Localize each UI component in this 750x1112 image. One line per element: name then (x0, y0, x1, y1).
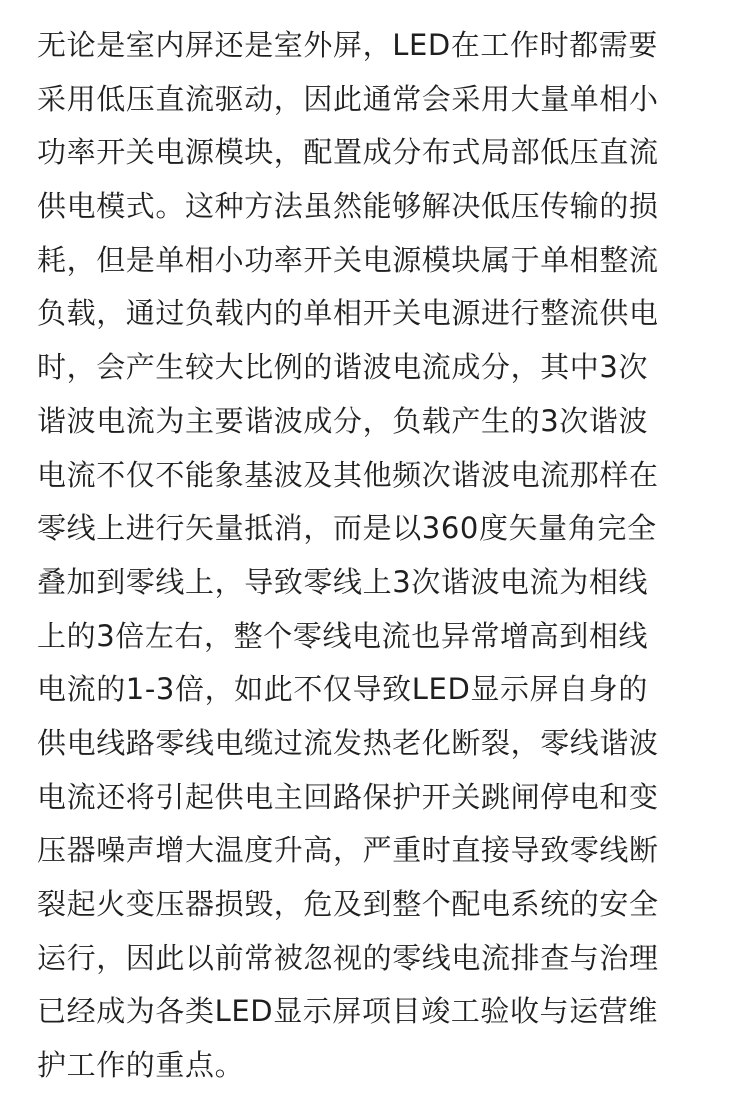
text-line: 裂起火变压器损毁，危及到整个配电系统的安全 (37, 887, 659, 921)
text-line: 供电模式。这种方法虽然能够解决低压传输的损 (37, 189, 659, 224)
text-line: 护工作的重点。 (37, 1048, 245, 1083)
text-line: 运行，因此以前常被忽视的零线电流排查与治理 (37, 940, 659, 975)
article-body (37, 19, 717, 1093)
text-line: 时，会产生较大比例的谐波电流成分，其中3次 (37, 350, 649, 385)
text-line: 电流不仅不能象基波及其他频次谐波电流那样在 (37, 457, 659, 492)
text-line: 上的3倍左右，整个零线电流也异常增高到相线 (37, 618, 649, 653)
text-line: 无论是室内屏还是室外屏，LED在工作时都需要 (37, 28, 659, 62)
text-line: 已经成为各类LED显示屏项目竣工验收与运营维 (37, 994, 659, 1029)
text-line: 电流的1-3倍，如此不仅导致LED显示屏自身的 (37, 672, 648, 707)
text-line: 叠加到零线上，导致零线上3次谐波电流为相线 (37, 564, 649, 599)
text-line: 谐波电流为主要谐波成分，负载产生的3次谐波 (37, 403, 649, 438)
text-line: 零线上进行矢量抵消，而是以360度矢量角完全 (37, 511, 657, 546)
text-line: 功率开关电源模块，配置成分布式局部低压直流 (37, 135, 659, 170)
text-line: 采用低压直流驱动，因此通常会采用大量单相小 (37, 81, 659, 116)
text-line: 耗，但是单相小功率开关电源模块属于单相整流 (37, 242, 659, 277)
text-line: 电流还将引起供电主回路保护开关跳闸停电和变 (37, 779, 659, 814)
text-line: 压器噪声增大温度升高，严重时直接导致零线断 (37, 833, 659, 868)
text-line: 供电线路零线电缆过流发热老化断裂，零线谐波 (37, 725, 659, 760)
text-line: 负载，通过负载内的单相开关电源进行整流供电 (37, 296, 659, 331)
